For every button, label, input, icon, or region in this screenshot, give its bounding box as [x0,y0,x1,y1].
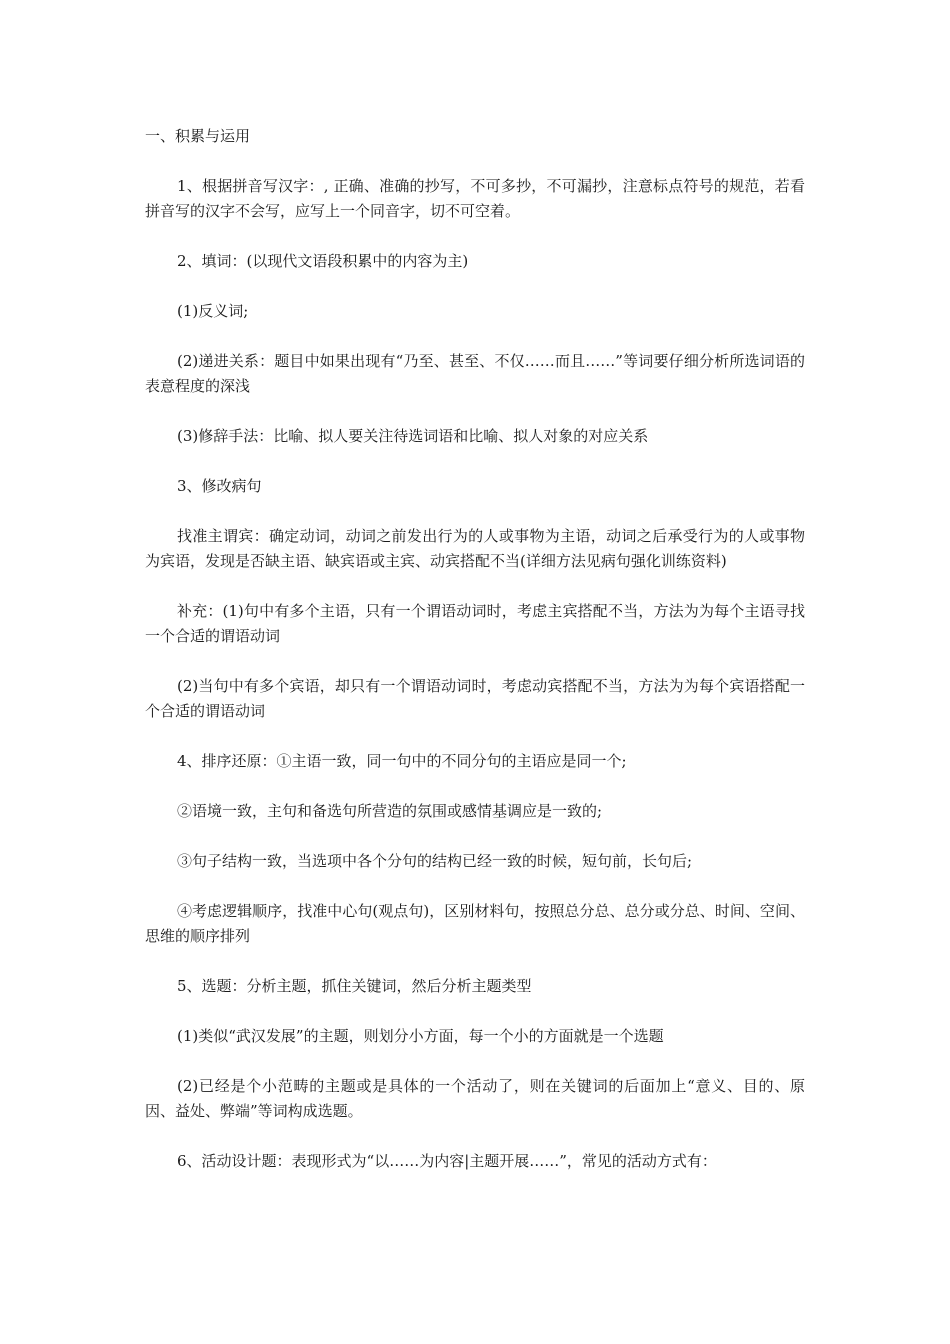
paragraph-item-9: (2)当句中有多个宾语，却只有一个谓语动词时，考虑动宾搭配不当，方法为为每个宾语搭配一个合适的谓语动词 [145,677,805,720]
paragraph-item-11: ②语境一致，主句和备选句所营造的氛围或感情基调应是一致的; [177,802,603,820]
paragraph-item-14: 5、选题：分析主题，抓住关键词，然后分析主题类型 [177,977,532,995]
paragraph-item-5: (3)修辞手法：比喻、拟人要关注待选词语和比喻、拟人对象的对应关系 [177,427,649,445]
paragraph-item-16: (2)已经是个小范畴的主题或是具体的一个活动了，则在关键词的后面加上“意义、目的、原因、益处、弊端”等词构成选题。 [145,1077,805,1120]
paragraph-item-12: ③句子结构一致，当选项中各个分句的结构已经一致的时候，短句前，长句后; [177,852,693,870]
paragraph-item-13: ④考虑逻辑顺序，找准中心句(观点句)，区别材料句，按照总分总、总分或分总、时间、空间、思维的顺序排列 [145,902,805,945]
paragraph-item-6: 3、修改病句 [177,477,262,495]
paragraph-item-2: 2、填词：(以现代文语段积累中的内容为主) [177,252,469,270]
paragraph-item-15: (1)类似“武汉发展”的主题，则划分小方面，每一个小的方面就是一个选题 [177,1027,664,1045]
paragraph-item-10: 4、排序还原：①主语一致，同一句中的不同分句的主语应是同一个; [177,752,627,770]
paragraph-item-8: 补充：(1)句中有多个主语，只有一个谓语动词时，考虑主宾搭配不当，方法为为每个主语寻找一个合适的谓语动词 [145,602,805,645]
section-heading: 一、积累与运用 [145,127,251,145]
paragraph-item-17: 6、活动设计题：表现形式为“以……为内容|主题开展……”，常见的活动方式有： [177,1152,717,1170]
paragraph-item-1: 1、根据拼音写汉字：, 正确、准确的抄写，不可多抄，不可漏抄，注意标点符号的规范，若看拼音写的汉字不会写，应写上一个同音字，切不可空着。 [145,177,805,220]
paragraph-item-7: 找准主谓宾：确定动词，动词之前发出行为的人或事物为主语，动词之后承受行为的人或事物为宾语，发现是否缺主语、缺宾语或主宾、动宾搭配不当(详细方法见病句强化训练资料) [145,527,805,570]
paragraph-item-4: (2)递进关系：题目中如果出现有“乃至、甚至、不仅……而且……”等词要仔细分析所选词语的表意程度的深浅 [145,352,805,395]
paragraph-item-3: (1)反义词; [177,302,249,320]
document-page [145,124,805,1199]
